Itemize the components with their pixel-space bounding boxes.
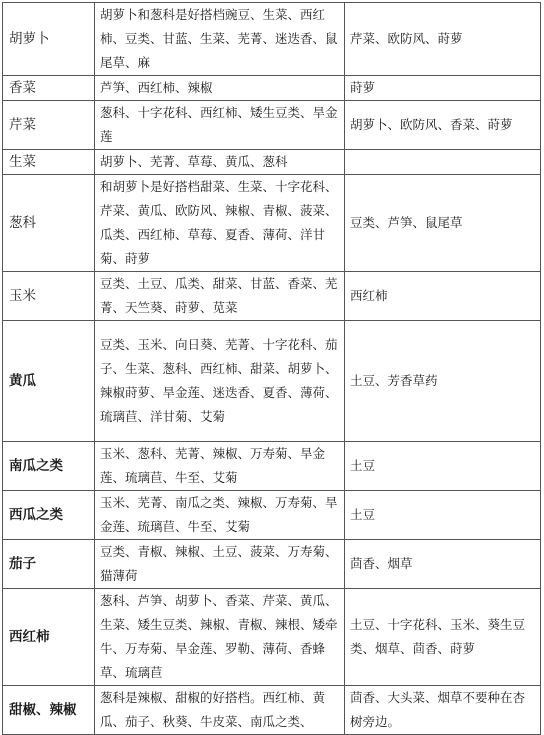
table-row: [3, 442, 541, 491]
bad-companions-cell: [345, 150, 541, 175]
crop-name-cell: 黄瓜: [3, 321, 95, 442]
bad-companions-cell: 芹菜、欧防风、莳萝: [345, 3, 541, 76]
table-row: [3, 101, 541, 150]
crop-name-cell: 玉米: [3, 272, 95, 321]
table-row: [3, 686, 541, 735]
bad-companions-cell: 土豆: [345, 491, 541, 540]
crop-name-cell: 芹菜: [3, 101, 95, 150]
good-companions-cell: 胡萝卜和葱科是好搭档豌豆、生菜、西红柿、豆类、甘蓝、生菜、芜菁、迷迭香、鼠尾草、麻: [95, 3, 345, 76]
crop-name-cell: 生菜: [3, 150, 95, 175]
good-companions-cell: 玉米、芜菁、南瓜之类、辣椒、万寿菊、旱金莲、琉璃苣、牛至、艾菊: [95, 491, 345, 540]
table-row: [3, 491, 541, 540]
bad-companions-cell: 土豆: [345, 442, 541, 491]
good-companions-cell: 和胡萝卜是好搭档甜菜、生菜、十字花科、芹菜、黄瓜、欧防风、辣椒、青椒、菠菜、瓜类、西红柿、草莓、夏香、薄荷、洋甘菊、莳萝: [95, 175, 345, 272]
bad-companions-cell: 土豆、十字花科、玉米、葵生豆类、烟草、茴香、莳萝: [345, 589, 541, 686]
crop-name-cell: 葱科: [3, 175, 95, 272]
crop-name-cell: 甜椒、辣椒: [3, 686, 95, 735]
good-companions-cell: 玉米、葱科、芜菁、辣椒、万寿菊、旱金莲、琉璃苣、牛至、艾菊: [95, 442, 345, 491]
good-companions-cell: 葱科是辣椒、甜椒的好搭档。西红柿、黄瓜、茄子、秋葵、牛皮菜、南瓜之类、: [95, 686, 345, 735]
crop-name-cell: 西瓜之类: [3, 491, 95, 540]
bad-companions-cell: 莳萝: [345, 76, 541, 101]
table-row: [3, 76, 541, 101]
good-companions-cell: 葱科、芦笋、胡萝卜、香菜、芹菜、黄瓜、生菜、矮生豆类、辣椒、青椒、辣根、矮牵牛、万寿菊、旱金莲、罗勒、薄荷、香蜂草、琉璃苣: [95, 589, 345, 686]
crop-name-cell: 胡萝卜: [3, 3, 95, 76]
crop-name-cell: 南瓜之类: [3, 442, 95, 491]
table-row: [3, 3, 541, 76]
bad-companions-cell: 豆类、芦笋、鼠尾草: [345, 175, 541, 272]
good-companions-cell: 豆类、青椒、辣椒、土豆、菠菜、万寿菊、猫薄荷: [95, 540, 345, 589]
table-row: [3, 540, 541, 589]
bad-companions-cell: 胡萝卜、欧防风、香菜、莳萝: [345, 101, 541, 150]
table-row: [3, 589, 541, 686]
bad-companions-cell: 茴香、大头菜、烟草不要种在杏树旁边。: [345, 686, 541, 735]
table-row: [3, 321, 541, 442]
good-companions-cell: 芦笋、西红柿、辣椒: [95, 76, 345, 101]
bad-companions-cell: 土豆、芳香草药: [345, 321, 541, 442]
crop-name-cell: 香菜: [3, 76, 95, 101]
bad-companions-cell: 茴香、烟草: [345, 540, 541, 589]
crop-name-cell: 西红柿: [3, 589, 95, 686]
good-companions-cell: 豆类、土豆、瓜类、甜菜、甘蓝、香菜、芜菁、天竺葵、莳萝、苋菜: [95, 272, 345, 321]
table-row: [3, 150, 541, 175]
good-companions-cell: 胡萝卜、芜菁、草莓、黄瓜、葱科: [95, 150, 345, 175]
table-row: [3, 175, 541, 272]
crop-name-cell: 茄子: [3, 540, 95, 589]
good-companions-cell: 豆类、玉米、向日葵、芜菁、十字花科、茄子、生菜、葱科、西红柿、甜菜、胡萝卜、辣椒莳萝、旱金莲、迷迭香、夏香、薄荷、琉璃苣、洋甘菊、艾菊: [95, 321, 345, 442]
table-body: [3, 3, 541, 735]
table-row: [3, 272, 541, 321]
companion-planting-table: [2, 2, 541, 735]
bad-companions-cell: 西红柿: [345, 272, 541, 321]
good-companions-cell: 葱科、十字花科、西红柿、矮生豆类、旱金莲: [95, 101, 345, 150]
